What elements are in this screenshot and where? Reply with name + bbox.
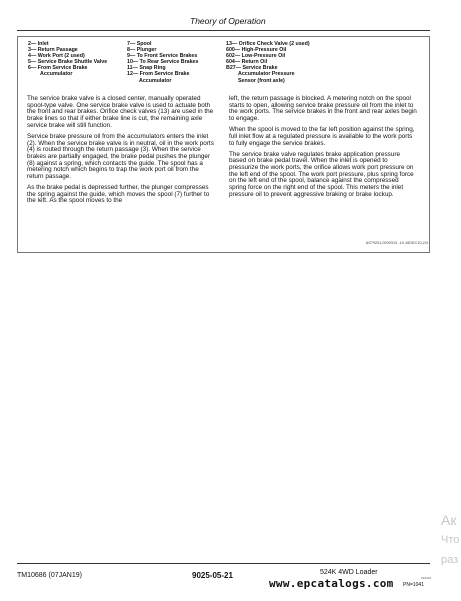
figure-id: AS79201,0000310 -19-16DEC10-2/3 bbox=[365, 241, 428, 245]
legend-item: 3— Return Passage bbox=[28, 47, 78, 54]
legend-item: 4— Work Port (2 used) bbox=[28, 53, 85, 60]
body-column-left bbox=[27, 96, 215, 209]
legend-item: 8— Plunger bbox=[127, 47, 157, 54]
paragraph: As the brake pedal is depressed further, the plunger compresses the spring against the guide, which moves the spool (7) further to the left. As the spool moves to the bbox=[27, 184, 210, 205]
legend-item: 9— To Front Service Brakes bbox=[127, 53, 198, 60]
paragraph: The service brake valve is a closed center, manually operated spool-type valve. One service brake valve is used to actuate both the front and rear brakes. Orifice check valves (13) are used in the brake lines so that if either brake line is cut, the remaining axle service brake will still function. bbox=[27, 95, 214, 129]
footer-note: 010419 bbox=[421, 576, 432, 580]
legend-item: 13— Orifice Check Valve (2 used) bbox=[226, 41, 310, 47]
header-rule bbox=[17, 30, 430, 31]
legend-item-continuation: Sensor (front axle) bbox=[238, 77, 285, 84]
paragraph: The service brake valve regulates brake application pressure based on brake pedal travel. When the inlet is opened to pressurize the work ports, the orifice allows work port pressure on the left end of the spool. The work port pressure, plus spring force on the left end of the spool, balance against the compressed spring force on the right end of the spool. This meters the inlet pressure oil to prevent aggressive braking or brake lockup. bbox=[229, 150, 414, 198]
paragraph: When the spool is moved to the far left position against the spring, full inlet flow at a regulated pressure is available to the work ports to fully engage the service brakes. bbox=[229, 126, 415, 147]
watermark-line: Что bbox=[441, 534, 460, 546]
page-number: PN=1041 bbox=[403, 582, 424, 588]
footer-rule bbox=[17, 563, 430, 564]
legend-item: 11— Snap Ring bbox=[127, 65, 166, 72]
legend-column-3 bbox=[226, 41, 416, 84]
legend-item: 2— Inlet bbox=[28, 41, 49, 47]
legend-item-continuation: Accumulator bbox=[40, 71, 73, 78]
legend-item: 7— Spool bbox=[127, 41, 152, 47]
legend-item: B27— Service Brake bbox=[226, 65, 278, 72]
footer-section-number: 9025-05-21 bbox=[192, 571, 233, 580]
legend bbox=[28, 41, 423, 84]
footer-model bbox=[269, 569, 394, 590]
legend-item: 6— From Service Brake bbox=[28, 65, 88, 72]
legend-item: 602— Low-Pressure Oil bbox=[226, 53, 286, 60]
watermark-url[interactable]: www.epcatalogs.com bbox=[269, 577, 394, 590]
watermark-overlay bbox=[441, 510, 459, 570]
watermark-line: раз bbox=[441, 554, 459, 566]
footer-doc-id: TM10686 (07JAN19) bbox=[17, 572, 82, 579]
page-header-title: Theory of Operation bbox=[190, 16, 266, 26]
legend-item: 5— Service Brake Shuttle Valve bbox=[28, 59, 108, 66]
legend-item-continuation: Accumulator Pressure bbox=[238, 71, 295, 78]
paragraph: Service brake pressure oil from the accumulators enters the inlet (2). When the service brake valve is in neutral, oil in the work ports (4) is routed through the return passage (3). When the service brakes are partially engaged, the brake pedal pushes the plunger (8) against a spring, which contacts the guide. The spool has a metering notch which begins to trap the work port oil from the return passage. bbox=[27, 132, 214, 181]
legend-column-2 bbox=[127, 41, 226, 84]
body-column-right bbox=[229, 96, 417, 203]
legend-item-continuation: Accumulator bbox=[139, 77, 172, 84]
legend-item: 604— Return Oil bbox=[226, 59, 268, 66]
footer-model-label: 524K 4WD Loader bbox=[320, 569, 378, 576]
legend-item: 600— High-Pressure Oil bbox=[226, 47, 287, 54]
watermark-line: Ак bbox=[441, 512, 457, 528]
legend-item: 10— To Rear Service Brakes bbox=[127, 59, 199, 66]
legend-column-1 bbox=[28, 41, 127, 84]
paragraph: left, the return passage is blocked. A metering notch on the spool starts to open, allowing service brake pressure oil from the inlet to the work ports. The service brakes in the front and rear axles begin to engage. bbox=[229, 95, 417, 123]
legend-item: 12— From Service Brake bbox=[127, 71, 190, 78]
